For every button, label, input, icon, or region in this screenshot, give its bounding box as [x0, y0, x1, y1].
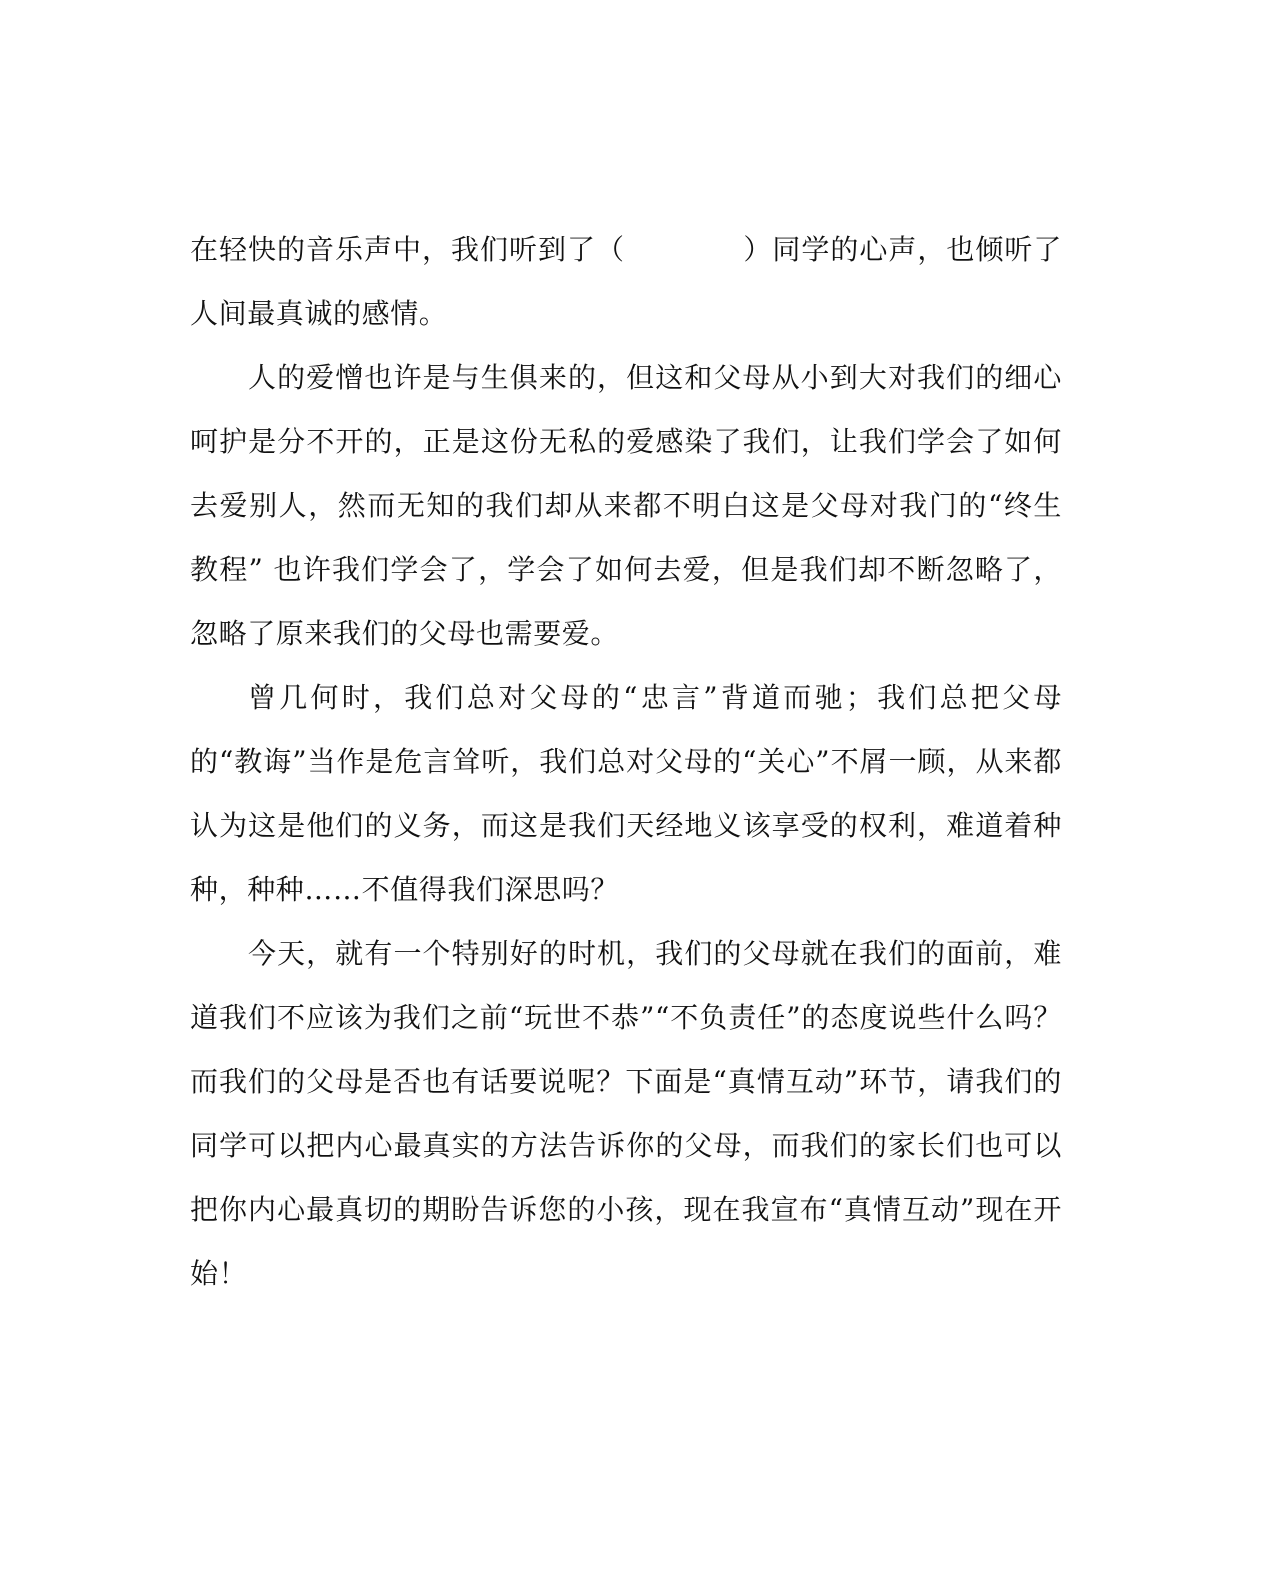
- paragraph-1: [190, 218, 1062, 346]
- paragraph-2: 人的爱憎也许是与生俱来的，但这和父母从小到大对我们的细心呵护是分不开的，正是这份无私的爱感染了我们，让我们学会了如何去爱别人，然而无知的我们却从来都不明白这是父母对我门的“终生教程” 也许我们学会了，学会了如何去爱，但是我们却不断忽略了，忽略了原来我们的父母也需要爱。: [190, 361, 1062, 650]
- paragraph-1-after-blank: ）同学的心声，也倾听了人间最真诚的感情。: [190, 233, 1062, 330]
- document-body: [190, 218, 1062, 1306]
- paragraph-3: 曾几何时，我们总对父母的“忠言”背道而驰；我们总把父母的“教诲”当作是危言耸听，我们总对父母的“关心”不屑一顾，从来都认为这是他们的义务，而这是我们天经地义该享受的权利，难道着种种，种种……不值得我们深思吗？: [190, 681, 1062, 906]
- paragraph-4: 今天，就有一个特别好的时机，我们的父母就在我们的面前，难道我们不应该为我们之前“玩世不恭”“不负责任”的态度说些什么吗？而我们的父母是否也有话要说呢？下面是“真情互动”环节，请我们的同学可以把内心最真实的方法告诉你的父母，而我们的家长们也可以把你内心最真切的期盼告诉您的小孩，现在我宣布“真情互动”现在开始！: [190, 937, 1062, 1290]
- paragraph-1-before-blank: 在轻快的音乐声中，我们听到了（: [190, 233, 625, 266]
